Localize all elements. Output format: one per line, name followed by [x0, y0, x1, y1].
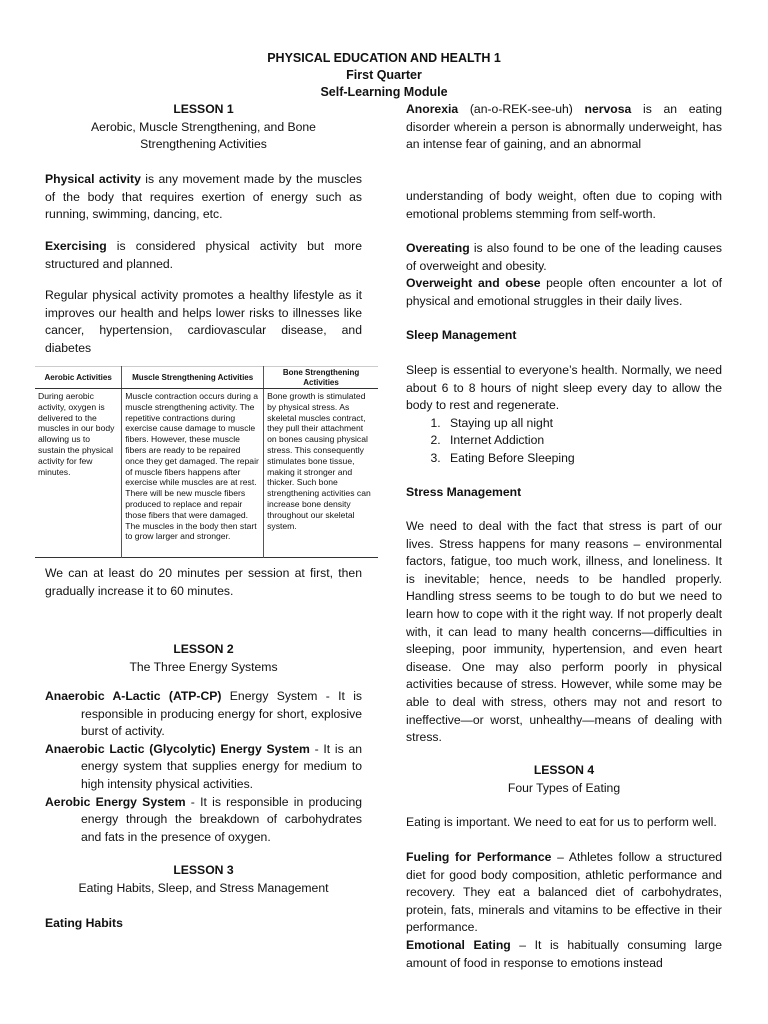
stress-text: We need to deal with the fact that stress is part of our lives. Stress happens for many reasons – environmental factors, fatigue, too much work, illness, and loneliness. It is inevitable; hence, needs to be handled properly. Handling stress seems to be tough to do but we need to learn how to cope with it the right way. If not properly dealt with, it can lead to many health concerns—difficulties in sleeping, poor immunity, hypertension, and even heart disease. One may also perform poorly in physical activities because of stress. However, while some may be able to deal with stress, others may not and resort to ineffective—or worst, unhealthy—means of dealing with stress.: [406, 519, 722, 745]
minutes-text: We can at least do 20 minutes per session at first, then gradually increase it to 60 minutes.: [45, 566, 362, 598]
energy-systems-list: [45, 688, 362, 846]
physical-activity-paragraph: [45, 171, 362, 224]
regular-activity-text: Regular physical activity promotes a healthy lifestyle as it improves our health and helps lower risks to illnesses like cancer, hypertension, cardiovascular disease, and diabetes: [45, 288, 362, 355]
sleep-heading: [406, 327, 722, 345]
physical-activity-term: Physical activity: [45, 172, 141, 186]
eating-intro-text: Eating is important. We need to eat for us to perform well.: [406, 815, 717, 829]
nervosa-term: nervosa: [584, 102, 632, 116]
stress-paragraph: [406, 518, 722, 747]
list-item: 1. Staying up all night: [444, 415, 722, 433]
physical-activity-definition: is any movement made by the muscles of the body that requires exertion of energy such as running, swimming, dancing, etc.: [45, 172, 362, 222]
overweight-definition: people often encounter a lot of physical and emotional struggles in their daily lives.: [406, 276, 722, 308]
lesson2-heading-block: [45, 641, 362, 676]
sleep-heading-text: Sleep Management: [406, 328, 517, 342]
energy-system-term: Anaerobic Lactic (Glycolytic) Energy System: [45, 741, 310, 756]
emotional-eating-definition: – It is habitually consuming large amount of food in response to emotions instead: [406, 937, 722, 970]
list-item: [45, 794, 362, 847]
stress-heading: [406, 484, 722, 502]
fueling-paragraph: [406, 849, 722, 972]
overeating-paragraph: [406, 240, 722, 310]
exercising-definition: is considered physical activity but more structured and planned.: [45, 239, 362, 271]
minutes-paragraph: [45, 565, 362, 600]
overeating-term: Overeating: [406, 241, 470, 255]
eating-habits-heading-text: Eating Habits: [45, 916, 123, 930]
activity-types-table: [35, 366, 378, 558]
list-item: 2. Internet Addiction: [444, 432, 722, 450]
document-title: PHYSICAL EDUCATION AND HEALTH 1: [267, 51, 501, 65]
table-header-row: [35, 367, 378, 389]
table-cell-aerobic: During aerobic activity, oxygen is delivered to the muscles in our body allowing us to sustain the physical activity for few minutes.: [35, 389, 122, 558]
lesson2-title: The Three Energy Systems: [129, 659, 278, 674]
anorexia-continued-paragraph: [406, 188, 722, 223]
exercising-paragraph: [45, 238, 362, 273]
regular-activity-paragraph: [45, 287, 362, 357]
fueling-term: Fueling for Performance: [406, 850, 552, 864]
lesson4-title: Four Types of Eating: [507, 780, 621, 795]
table-header-bone: Bone Strengthening Activities: [264, 367, 378, 389]
lesson1-title-line1: Aerobic, Muscle Strengthening, and Bone: [91, 119, 316, 134]
anorexia-term: Anorexia: [406, 102, 459, 116]
table-header-aerobic: Aerobic Activities: [35, 367, 122, 389]
lesson3-heading-block: [45, 862, 362, 897]
lesson1-title-line2: Strengthening Activities: [140, 137, 267, 152]
eating-habits-heading: [45, 915, 362, 933]
energy-system-term: Anaerobic A-Lactic (ATP-CP): [45, 689, 222, 703]
lesson3-title: Eating Habits, Sleep, and Stress Management: [78, 880, 329, 895]
lesson1-label: LESSON 1: [173, 102, 234, 116]
lesson1-heading-block: [45, 101, 362, 154]
exercising-term: Exercising: [45, 239, 107, 253]
table-cell-muscle: Muscle contraction occurs during a muscle strengthening activity. The repetitive contractions during exercise cause damage to muscle fibers. However, these muscle fibers are ready to be repaired once they get damaged. The repair of muscle fibers happens after exercise while muscles are at rest. There will be new muscle fibers produced to replace and repair those fibers that were damaged. The muscles in the body then start to grow larger and stronger.: [122, 389, 264, 558]
lesson3-label: LESSON 3: [173, 863, 234, 877]
list-item: 3. Eating Before Sleeping: [444, 450, 722, 468]
energy-system-description: - It is an energy system that supplies energy for medium to high intensity physical activities.: [81, 741, 362, 791]
eating-intro-paragraph: [406, 814, 722, 832]
energy-system-term: Aerobic Energy System: [45, 794, 186, 809]
emotional-eating-term: Emotional Eating: [406, 937, 511, 952]
anorexia-paragraph: [406, 101, 722, 154]
lesson4-heading-block: [406, 762, 722, 797]
overweight-term: Overweight and obese: [406, 276, 541, 291]
list-item: [45, 741, 362, 794]
sleep-paragraph: [406, 362, 722, 468]
lesson4-label: LESSON 4: [533, 763, 595, 777]
overeating-definition: is also found to be one of the leading causes of overweight and obesity.: [406, 241, 722, 273]
module-label: Self-Learning Module: [320, 85, 448, 99]
table-header-muscle: Muscle Strengthening Activities: [122, 367, 264, 389]
stress-heading-text: Stress Management: [406, 485, 522, 499]
sleep-problems-list: [406, 415, 722, 468]
energy-system-description: Energy System - It is responsible in producing energy for short, explosive burst of activity.: [81, 689, 363, 739]
energy-system-description: - It is responsible in producing energy through the breakdown of carbohydrates and fats in the presence of oxygen.: [81, 794, 362, 844]
table-cell-bone: Bone growth is stimulated by physical stress. As skeletal muscles contract, they pull their attachment on bones causing physical stress. This consequently stimulates bone tissue, making it stronger and thicker. Such bone strengthening activities can increase bone density throughout our skeletal system.: [267, 391, 371, 531]
lesson2-label: LESSON 2: [173, 642, 234, 656]
quarter-label: First Quarter: [346, 68, 422, 82]
sleep-text: Sleep is essential to everyone’s health. Normally, we need about 6 to 8 hours of night sleep every day to allow the body to rest and regenerate.: [406, 363, 722, 413]
fueling-definition: – Athletes follow a structured diet for good body composition, athletic performance and recovery. They eat a balanced diet of carbohydrates, protein, fats, minerals and vitamins to be effective in their performance.: [406, 850, 723, 935]
anorexia-definition: is an eating disorder wherein a person is abnormally underweight, has an intense fear of gaining, and an abnormal: [406, 102, 722, 152]
list-item: [45, 688, 362, 741]
anorexia-continued-text: understanding of body weight, often due to coping with emotional problems stemming from self-worth.: [406, 189, 722, 221]
table-row: [35, 389, 378, 558]
anorexia-pronunciation: (an-o-REK-see-uh): [458, 102, 585, 116]
